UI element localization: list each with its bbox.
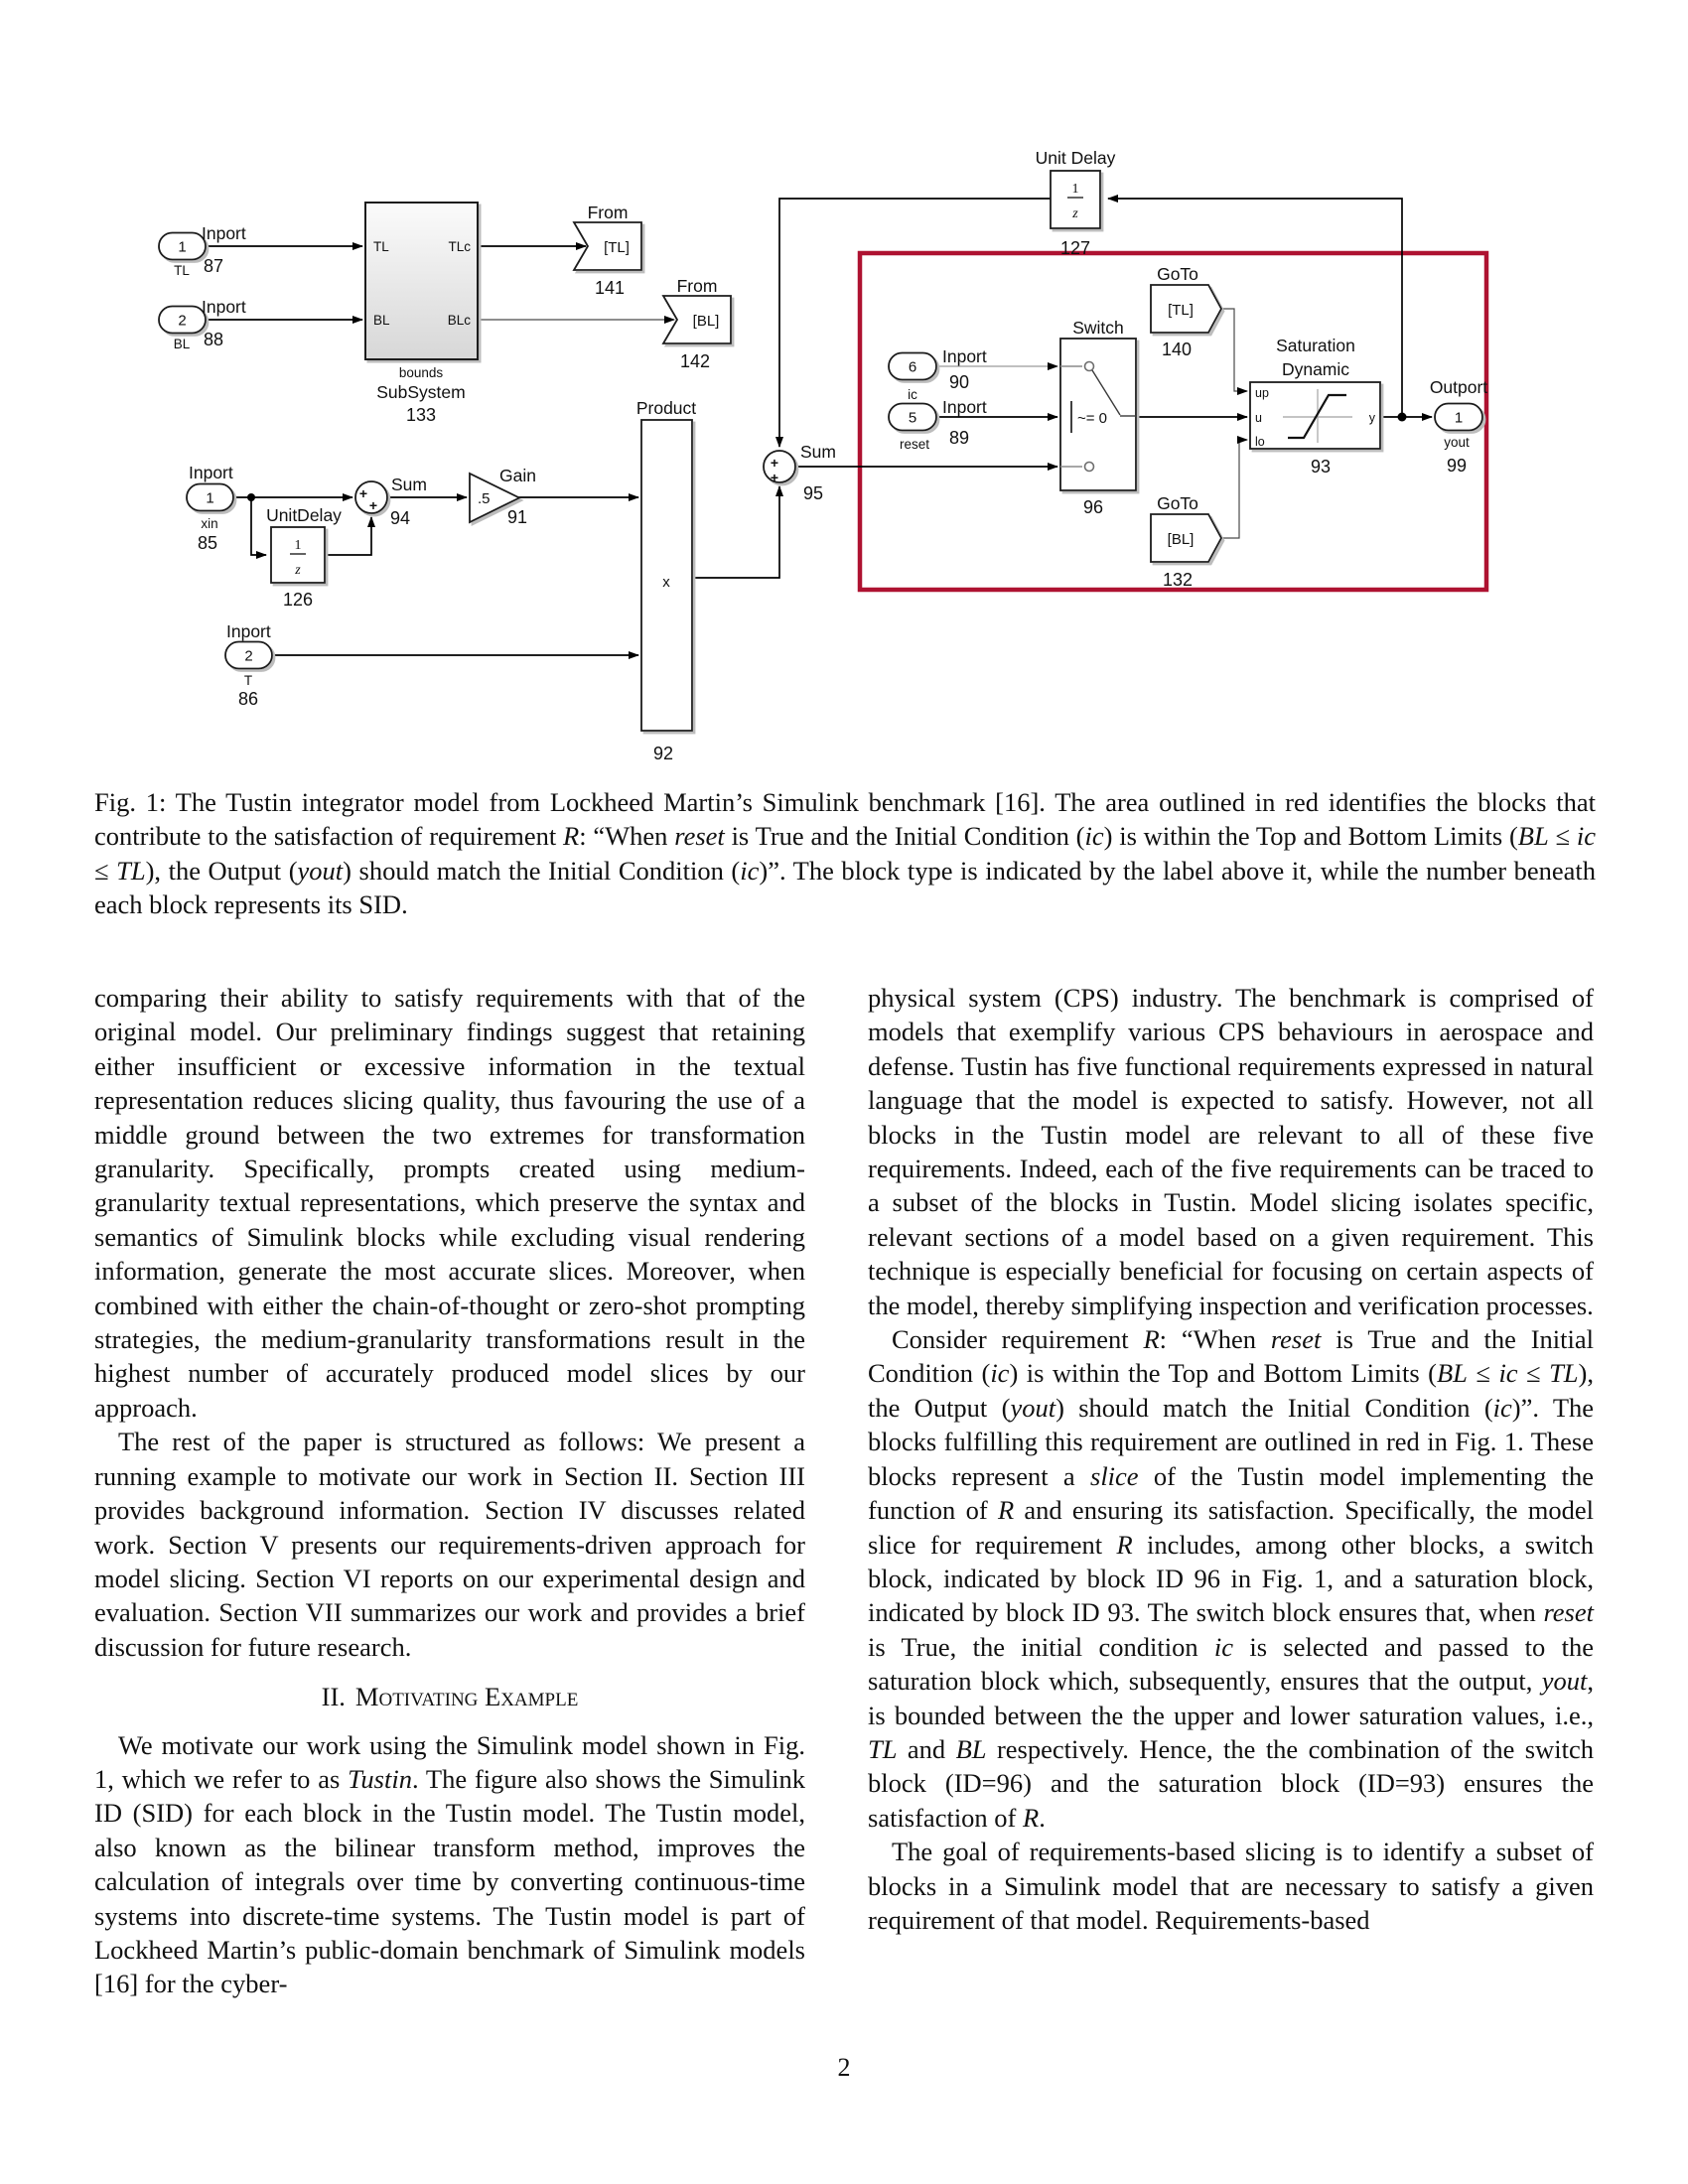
unit-delay-126-numerator: 1	[294, 538, 302, 553]
inport-88-signal: BL	[173, 337, 191, 351]
saturation-93-sid: 93	[1310, 457, 1332, 477]
sum-95-sign-2: +	[770, 470, 779, 485]
inport-86-label: Inport	[226, 621, 271, 641]
figure-caption: Fig. 1: The Tustin integrator model from Lockheed Martin’s Simulink benchmark [16]. The area outlined in red identifies the blocks that contribute to the satisfaction of requirement R: “When reset is True and the Initial Condition (ic) is within the Top and Bottom Limits (BL ≤ ic ≤ TL), the Output (yout) should match the Initial Condition (ic)”. The block type is indicated by the label above it, while the number beneath each block represents its SID.	[94, 787, 1597, 920]
block-from-tl-141	[574, 203, 641, 298]
inport-89-label: Inport	[942, 397, 987, 417]
from-tl-tag: [TL]	[604, 239, 630, 256]
subsystem-name-line1: bounds	[398, 365, 444, 380]
block-outport-99	[1430, 377, 1487, 476]
sum-95-label: Sum	[800, 442, 836, 462]
switch-top-port-marker	[1085, 362, 1094, 371]
section-title: Motivating Example	[354, 1682, 579, 1712]
paragraph: physical system (CPS) industry. The benchmark is comprised of models that exemplify various CPS behaviours in aerospace and defense. Tustin has five functional requirements expressed in natural language that the model is expected to satisfy. However, not all blocks in the Tustin model are relevant to all of these five requirements. Indeed, each of the five requirements can be traced to a subset of the blocks in Tustin. Model slicing isolates specific, relevant sections of a model based on a given requirement. This technique is especially beneficial for focusing on certain aspects of the model, thereby simplifying inspection and verification processes.	[868, 983, 1594, 1320]
saturation-port-u: u	[1255, 411, 1262, 425]
block-inport-85	[187, 463, 233, 553]
block-sum-94	[355, 475, 427, 528]
page-number: 2	[837, 2053, 851, 2082]
from-tl-label: From	[587, 203, 629, 222]
inport-88-label: Inport	[202, 297, 246, 317]
outport-99-port-number: 1	[1454, 409, 1464, 427]
inport-87-port-number: 1	[178, 238, 187, 256]
goto-tl-tag: [TL]	[1168, 302, 1194, 319]
goto-tl-sid: 140	[1161, 340, 1193, 359]
block-inport-87	[159, 223, 246, 278]
paragraph: We motivate our work using the Simulink model shown in Fig. 1, which we refer to as Tustin. The figure also shows the Simulink ID (SID) for each block in the Tustin model. The Tustin model, also known as the bilinear transform method, improves the calculation of integrals over time by converting continuous-time systems into discrete-time systems. The Tustin model is part of Lockheed Martin’s public-domain benchmark of Simulink models [16] for the cyber-	[94, 1729, 805, 1999]
unit-delay-127-denominator: z	[1072, 206, 1078, 221]
saturation-port-y: y	[1368, 411, 1375, 425]
branch-dot	[1398, 413, 1407, 422]
from-bl-label: From	[676, 276, 718, 296]
block-inport-88	[159, 297, 246, 351]
inport-86-port-number: 2	[244, 647, 253, 665]
product-92-label: Product	[635, 398, 697, 418]
inport-85-sid: 85	[197, 533, 218, 553]
sum-94-sign-2: +	[368, 497, 378, 513]
inport-88-sid: 88	[204, 330, 224, 349]
figure-1-diagram	[0, 0, 1688, 784]
inport-89-port-number: 5	[908, 409, 917, 427]
paragraph: Consider requirement R: “When reset is True and the Initial Condition (ic) is within the Top and Bottom Limits (BL ≤ ic ≤ TL), the Output (yout) should match the Initial Condition (ic)”. The blocks fulfilling this requirement are outlined in red in Fig. 1. These blocks represent a slice of the Tustin model implementing the function of R and ensuring its satisfaction. Specifically, the model slice for requirement R includes, among other blocks, a switch block, indicated by block ID 96 in Fig. 1, and a saturation block, indicated by block ID 93. The switch block ensures that, when reset is True, the initial condition ic is selected and passed to the saturation block which, subsequently, ensures that the output, yout, is bounded between the the upper and lower saturation values, i.e., TL and BL respectively. Hence, the the combination of the switch block (ID=96) and the saturation block (ID=93) ensures the satisfaction of R.	[868, 1324, 1595, 1833]
block-product-92	[636, 398, 696, 763]
block-unit-delay-126	[266, 505, 342, 610]
subsystem-port-blc: BLc	[447, 313, 471, 328]
from-bl-sid: 142	[679, 351, 711, 371]
block-inport-86	[225, 621, 272, 709]
switch-96-condition: ~= 0	[1077, 410, 1108, 427]
switch-96-label: Switch	[1072, 318, 1124, 338]
block-goto-bl-132	[1151, 493, 1221, 590]
block-inport-90	[889, 346, 987, 402]
inport-87-sid: 87	[204, 256, 224, 276]
subsystem-name-line2: SubSystem	[376, 382, 466, 402]
block-switch-96	[1060, 318, 1136, 517]
switch-96-sid: 96	[1082, 497, 1104, 517]
sum-94-sign-1: +	[358, 485, 368, 501]
unit-delay-127-label: Unit Delay	[1035, 148, 1116, 168]
goto-bl-label: GoTo	[1157, 493, 1198, 513]
block-sum-95	[764, 442, 836, 503]
paragraph: The rest of the paper is structured as follows: We present a running example to motivate our work in Section II. Section III provides background information. Section IV discusses related work. Section V presents our requirements-driven approach for model slicing. Section VI reports on our experimental design and evaluation. Section VII summarizes our work and provides a brief discussion for future research.	[94, 1427, 805, 1662]
unit-delay-126-label: UnitDelay	[266, 505, 342, 525]
unit-delay-126-sid: 126	[282, 590, 314, 610]
right-column	[868, 981, 1594, 1937]
subsystem-sid: 133	[405, 405, 437, 425]
sum-95-sign-1: +	[770, 455, 779, 471]
outport-99-signal: yout	[1444, 435, 1470, 450]
left-column	[94, 981, 805, 2001]
inport-90-port-number: 6	[908, 358, 917, 376]
product-92-sid: 92	[652, 744, 674, 763]
saturation-port-lo: lo	[1255, 435, 1265, 449]
inport-87-signal: TL	[174, 263, 190, 278]
gain-91-sid: 91	[506, 507, 528, 527]
inport-90-signal: ic	[908, 387, 917, 402]
sum-94-label: Sum	[391, 475, 427, 494]
gain-91-label: Gain	[499, 466, 536, 485]
block-subsystem-133	[365, 203, 478, 425]
product-92-operator: x	[662, 574, 670, 591]
inport-89-sid: 89	[949, 428, 970, 448]
saturation-port-up: up	[1255, 386, 1269, 400]
unit-delay-127-numerator: 1	[1071, 182, 1079, 197]
inport-85-label: Inport	[189, 463, 233, 482]
unit-delay-126-denominator: z	[295, 563, 301, 578]
section-heading	[94, 1680, 805, 1713]
sum-95-sid: 95	[803, 483, 824, 503]
unit-delay-127-sid: 127	[1059, 238, 1091, 258]
block-gain-91	[470, 466, 536, 527]
paragraph: The goal of requirements-based slicing is to identify a subset of blocks in a Simulink model that are necessary to satisfy a given requirement of that model. Requirements-based	[868, 1837, 1594, 1935]
gain-91-value: .5	[478, 490, 491, 507]
outport-99-label: Outport	[1429, 377, 1488, 397]
inport-85-port-number: 1	[206, 489, 214, 507]
saturation-93-label-line2: Dynamic	[1281, 359, 1350, 379]
saturation-93-label-line1: Saturation	[1276, 336, 1355, 355]
section-number: II.	[321, 1682, 346, 1712]
block-unit-delay-127	[1036, 148, 1116, 258]
inport-86-sid: 86	[237, 689, 259, 709]
paragraph: comparing their ability to satisfy requirements with that of the original model. Our preliminary findings suggest that retaining either insufficient or excessive information in the textual representation reduces slicing quality, thus favouring the use of a middle ground between the two extremes for transformation granularity. Specifically, prompts created using medium-granularity textual representations, which preserve the syntax and semantics of Simulink blocks while excluding visual rendering information, generate the most accurate slices. Moreover, when combined with either the chain-of-thought or zero-shot prompting strategies, the medium-granularity transformations result in the highest number of accurately produced model slices by our approach.	[94, 983, 805, 1423]
from-tl-sid: 141	[594, 278, 626, 298]
inport-88-port-number: 2	[178, 312, 187, 330]
block-from-bl-142	[663, 276, 731, 371]
inport-86-signal: T	[243, 673, 253, 688]
branch-dot	[247, 493, 255, 501]
from-bl-tag: [BL]	[692, 313, 720, 330]
inport-89-signal: reset	[899, 437, 930, 452]
inport-90-sid: 90	[949, 372, 970, 392]
sum-94-sid: 94	[390, 508, 411, 528]
inport-85-signal: xin	[201, 516, 218, 531]
outport-99-sid: 99	[1446, 456, 1468, 476]
block-inport-89	[889, 397, 987, 452]
goto-bl-tag: [BL]	[1167, 531, 1195, 548]
subsystem-port-tl: TL	[373, 239, 389, 254]
subsystem-port-bl: BL	[373, 313, 390, 328]
block-saturation-dynamic-93	[1250, 336, 1380, 477]
block-goto-tl-140	[1151, 264, 1221, 359]
goto-bl-sid: 132	[1162, 570, 1194, 590]
inport-90-label: Inport	[942, 346, 987, 366]
goto-tl-label: GoTo	[1157, 264, 1198, 284]
subsystem-port-tlc: TLc	[448, 239, 471, 254]
inport-87-label: Inport	[202, 223, 246, 243]
switch-bottom-port-marker	[1085, 463, 1094, 472]
